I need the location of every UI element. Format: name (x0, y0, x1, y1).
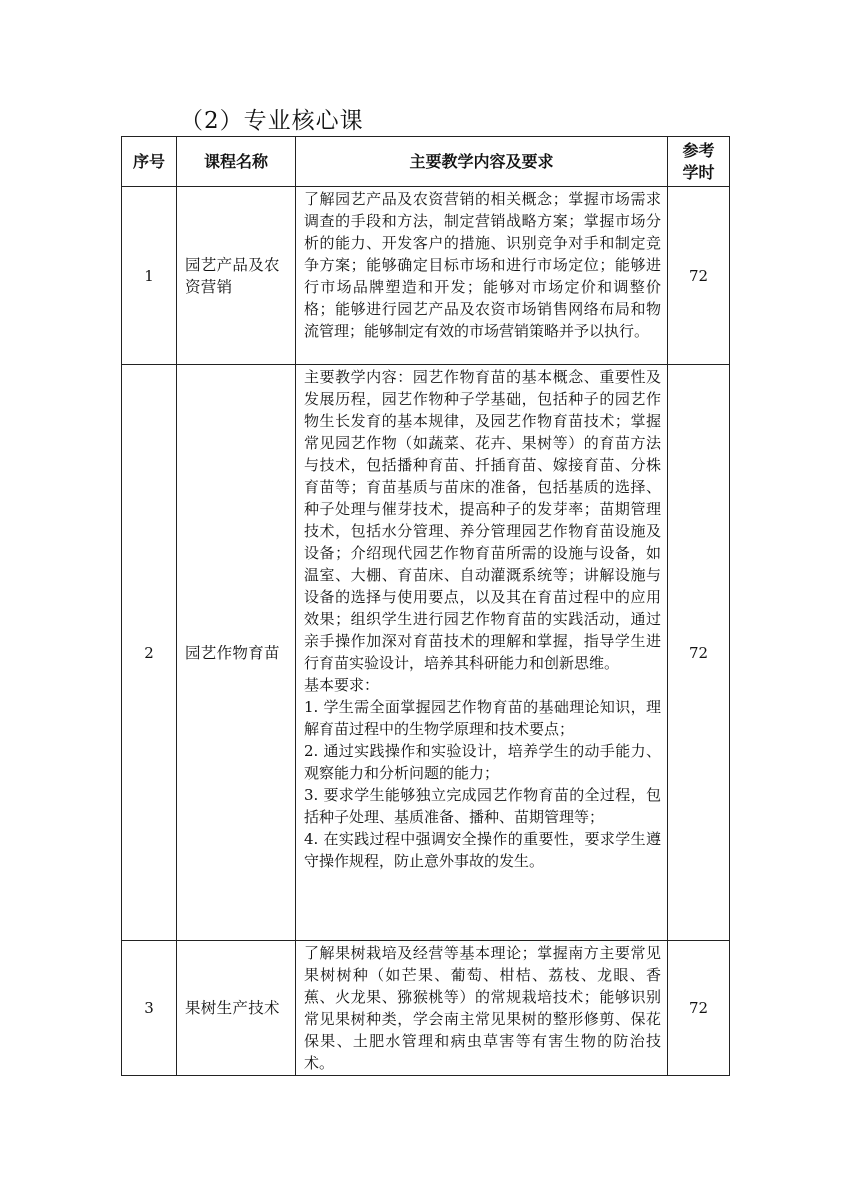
content-paragraph: 主要教学内容：园艺作物育苗的基本概念、重要性及发展历程，园艺作物种子学基础，包括种子的园艺作物生长发育的基本规律，及园艺作物育苗技术；掌握常见园艺作物（如蔬菜、花卉、果树等）的育苗方法与技术，包括播种育苗、扦插育苗、嫁接育苗、分株育苗等；育苗基质与苗床的准备，包括基质的选择、种子处理与催芽技术，提高种子的发芽率；苗期管理技术，包括水分管理、养分管理园艺作物育苗设施及设备；介绍现代园艺作物育苗所需的设施与设备，如温室、大棚、育苗床、自动灌溉系统等；讲解设施与设备的选择与使用要点，以及其在育苗过程中的应用效果；组织学生进行园艺作物育苗的实践活动，通过亲手操作加深对育苗技术的理解和掌握，指导学生进行育苗实验设计，培养其科研能力和创新思维。 (304, 368, 661, 672)
table-header-row (122, 137, 730, 187)
header-hours (668, 137, 730, 187)
row-course-name: 园艺作物育苗 (177, 365, 296, 941)
content-requirement-item: 2. 通过实践操作和实验设计，培养学生的动手能力、观察能力和分析问题的能力； (304, 742, 661, 782)
row-course-name: 园艺产品及农资营销 (177, 187, 296, 365)
content-requirement-item: 1. 学生需全面掌握园艺作物育苗的基础理论知识，理解育苗过程中的生物学原理和技术要点； (304, 698, 661, 738)
row-content (296, 187, 668, 365)
content-paragraph: 了解果树栽培及经营等基本理论；掌握南方主要常见果树树种（如芒果、葡萄、柑桔、荔枝、龙眼、香蕉、火龙果、猕猴桃等）的常规栽培技术；能够识别常见果树种类，学会南主常见果树的整形修剪、保花保果、土肥水管理和病虫草害等有害生物的防治技术。 (304, 944, 661, 1072)
course-table (121, 136, 730, 1076)
row-content (296, 941, 668, 1076)
content-requirement-item: 3. 要求学生能够独立完成园艺作物育苗的全过程，包括种子处理、基质准备、播种、苗期管理等； (304, 786, 661, 826)
row-no: 3 (122, 941, 177, 1076)
header-hours-line1: 参考 (682, 140, 715, 160)
header-hours-line2: 学时 (682, 162, 715, 182)
table-row (122, 941, 730, 1076)
row-course-name: 果树生产技术 (177, 941, 296, 1076)
row-no: 1 (122, 187, 177, 365)
row-hours: 72 (668, 941, 730, 1076)
content-requirement-item: 4. 在实践过程中强调安全操作的重要性，要求学生遵守操作规程，防止意外事故的发生。 (304, 830, 661, 870)
section-title: （2）专业核心课 (180, 108, 364, 134)
table-row (122, 365, 730, 941)
content-paragraph: 了解园艺产品及农资营销的相关概念；掌握市场需求调查的手段和方法，制定营销战略方案；掌握市场分析的能力、开发客户的措施、识别竞争对手和制定竞争方案；能够确定目标市场和进行市场定位；能够进行市场品牌塑造和开发；能够对市场定价和调整价格；能够进行园艺产品及农资市场销售网络布局和物流管理；能够制定有效的市场营销策略并予以执行。 (304, 190, 661, 340)
row-content (296, 365, 668, 941)
header-no: 序号 (122, 137, 177, 187)
header-content: 主要教学内容及要求 (296, 137, 668, 187)
row-hours: 72 (668, 365, 730, 941)
content-requirements-heading: 基本要求： (304, 676, 380, 694)
row-no: 2 (122, 365, 177, 941)
table-row (122, 187, 730, 365)
row-hours: 72 (668, 187, 730, 365)
header-course-name: 课程名称 (177, 137, 296, 187)
